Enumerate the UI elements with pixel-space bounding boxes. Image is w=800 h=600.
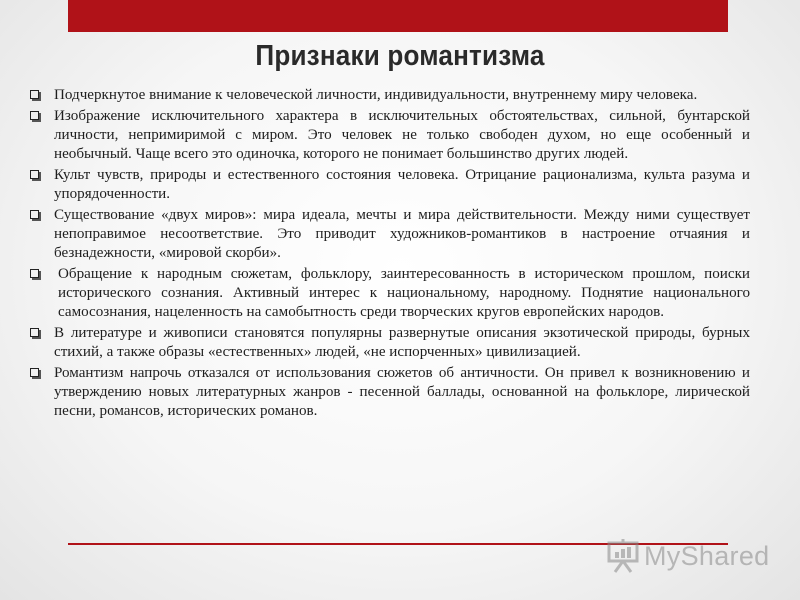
list-item-text: Подчеркнутое внимание к человеческой личности, индивидуальности, внутреннему миру человека. (54, 87, 698, 103)
list-item (30, 324, 750, 362)
watermark (606, 536, 769, 576)
checkbox-bullet-icon (30, 210, 39, 219)
list-item (30, 364, 750, 421)
checkbox-bullet-icon (30, 90, 39, 99)
list-item-text: В литературе и живописи становятся популярны развернутые описания экзотической природы, бурных стихий, а также образы «естественных» людей, «не испорченных» цивилизацией. (54, 325, 750, 360)
list-item-text: Существование «двух миров»: мира идеала, мечты и мира действительности. Между ними существует непоправимое несоответствие. Это приводит художников-романтиков в настроение отчаяния и безнадежности, «мировой скорби». (54, 207, 750, 261)
checkbox-bullet-icon (30, 111, 39, 120)
watermark-text: MyShared (644, 540, 770, 571)
checkbox-bullet-icon (30, 269, 39, 278)
checkbox-bullet-icon (30, 170, 39, 179)
checkbox-bullet-icon (30, 368, 39, 377)
slide-title: Признаки романтизма (255, 40, 545, 72)
list-item (30, 265, 750, 322)
list-item-text: Изображение исключительного характера в исключительных обстоятельствах, сильной, бунтарской личности, непримиримой с миром. Это человек не только свободен духом, но еще особенный и необычный. Чаще всего это одиночка, которого не понимает большинство других людей. (54, 108, 750, 162)
list-item (30, 206, 750, 263)
list-item (30, 166, 750, 204)
list-item-text: Романтизм напрочь отказался от использования сюжетов об античности. Он привел к возникновению и утверждению новых литературных жанров - песенной баллады, основанной на фольклоре, лирической песни, романсов, исторических романов. (54, 365, 750, 419)
checkbox-bullet-icon (30, 328, 39, 337)
presentation-board-icon (606, 538, 640, 574)
list-item (30, 107, 750, 164)
list-item (30, 86, 750, 105)
list-item-text: Культ чувств, природы и естественного состояния человека. Отрицание рационализма, культа разума и упорядоченности. (54, 167, 750, 202)
top-accent-bar (68, 0, 728, 32)
feature-list (30, 86, 750, 423)
list-item-text: Обращение к народным сюжетам, фольклору, заинтересованность в историческом прошлом, поиски исторического сознания. Активный интерес к национальному, народному. Поднятие национального самосознания, нацеленность на самобытность среди творческих кругов европейских народов. (58, 266, 750, 320)
